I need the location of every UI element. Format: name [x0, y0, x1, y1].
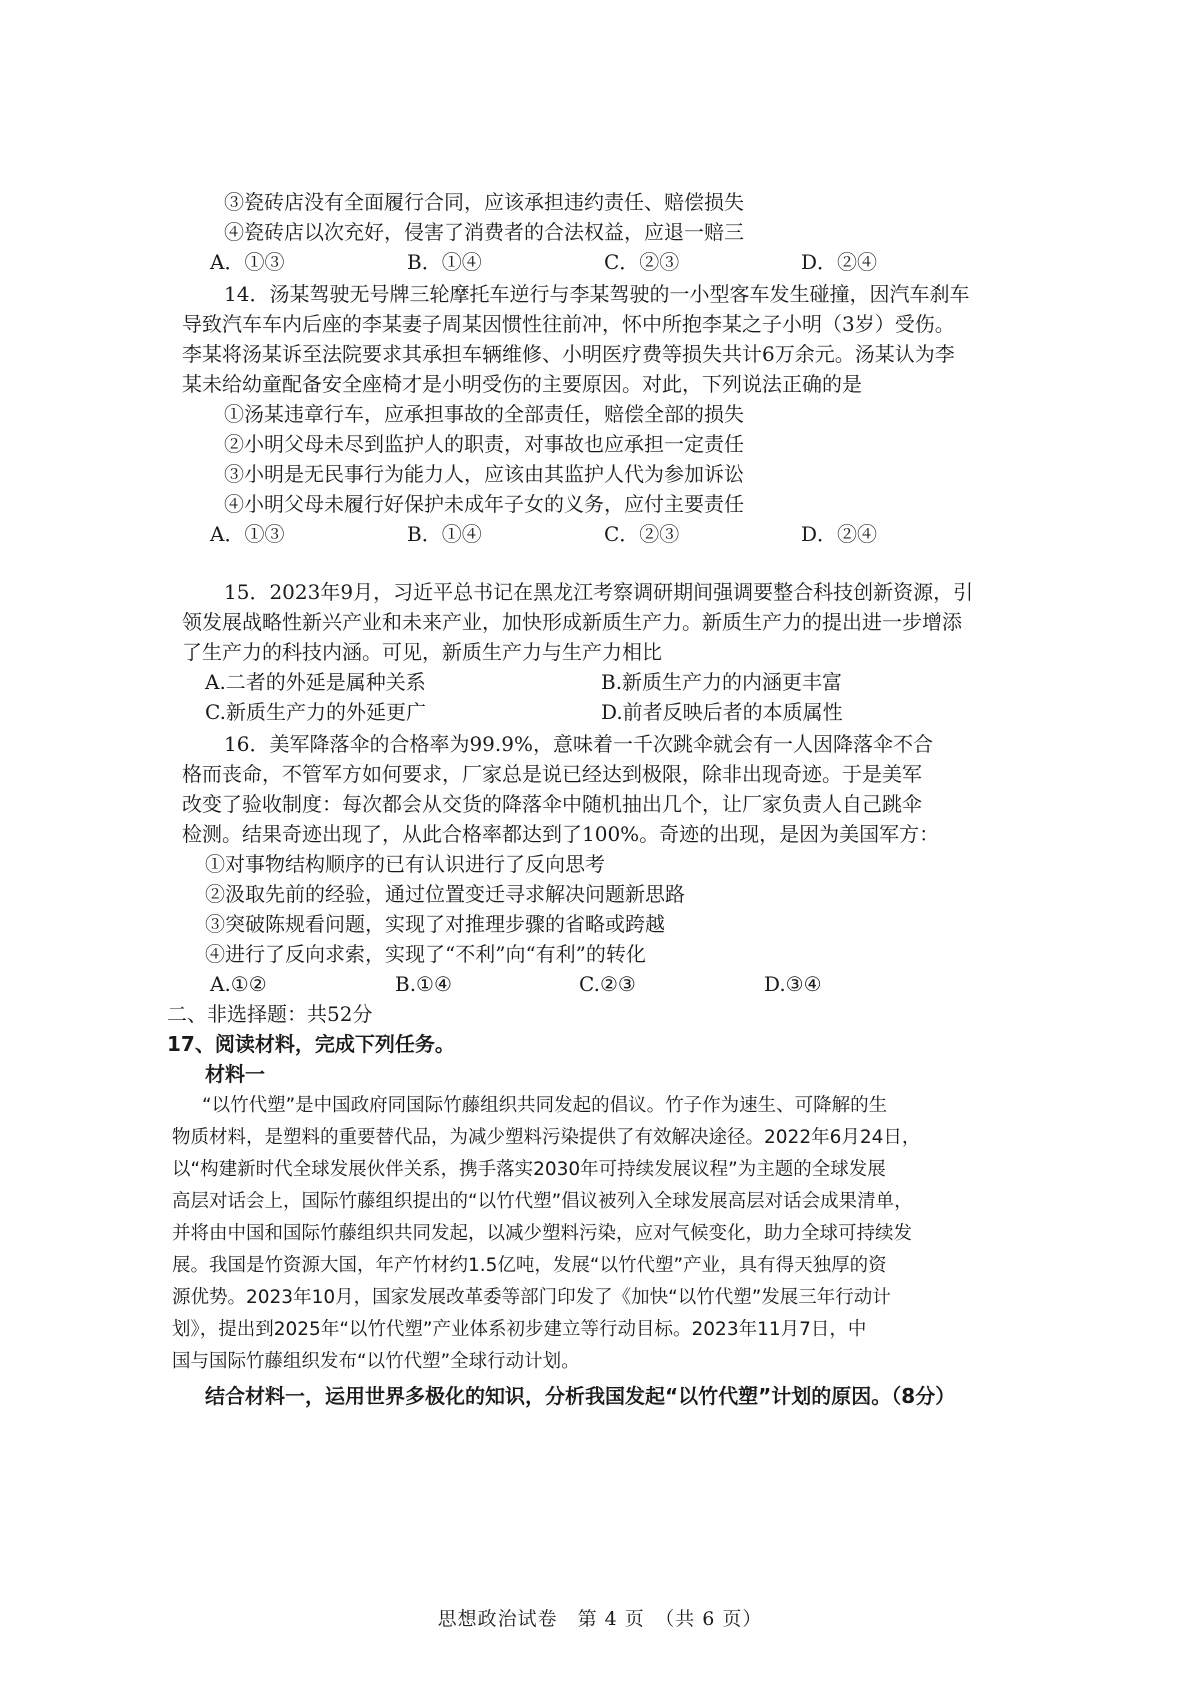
q15-option-a: A.二者的外延是属种关系: [205, 670, 426, 694]
material-line: 国与国际竹藤组织发布“以竹代塑”全球行动计划。: [172, 1351, 580, 1372]
q14-statement: ②小明父母未尽到监护人的职责，对事故也应承担一定责任: [224, 432, 744, 456]
q15-stem-line: 了生产力的科技内涵。可见，新质生产力与生产力相比: [182, 640, 662, 664]
q16-statement: ④进行了反向求索，实现了“不利”向“有利”的转化: [205, 942, 646, 966]
q16-option-a: A.①②: [210, 972, 267, 996]
material-line: 展。我国是竹资源大国，年产竹材约1.5亿吨，发展“以竹代塑”产业，具有得天独厚的资: [172, 1255, 887, 1276]
material-line: 物质材料，是塑料的重要替代品，为减少塑料污染提供了有效解决途径。2022年6月24日，: [172, 1127, 921, 1148]
q13-option-b: B．①④: [407, 250, 482, 274]
material-line: 高层对话会上，国际竹藤组织提出的“以竹代塑”倡议被列入全球发展高层对话会成果清单，: [172, 1191, 913, 1212]
q14-option-b: B．①④: [407, 522, 482, 546]
section-heading: 二、非选择题：共52分: [167, 1002, 373, 1026]
q14-option-d: D．②④: [801, 522, 878, 546]
q16-option-b: B.①④: [395, 972, 452, 996]
q14-option-a: A．①③: [210, 522, 285, 546]
material-line: 源优势。2023年10月，国家发展改革委等部门印发了《加快“以竹代塑”发展三年行动计: [172, 1287, 891, 1308]
q14-statement: ①汤某违章行车，应承担事故的全部责任，赔偿全部的损失: [224, 402, 744, 426]
q15-stem-line: 15．2023年9月，习近平总书记在黑龙江考察调研期间强调要整合科技创新资源，引: [224, 580, 974, 604]
q16-option-d: D.③④: [764, 972, 822, 996]
q15-option-c: C.新质生产力的外延更广: [205, 700, 426, 724]
q14-stem-line: 导致汽车车内后座的李某妻子周某因惯性往前冲，怀中所抱李某之子小明（3岁）受伤。: [182, 312, 955, 336]
q13-statement-3: ③瓷砖店没有全面履行合同，应该承担违约责任、赔偿损失: [224, 190, 744, 214]
q14-statement: ④小明父母未履行好保护未成年子女的义务，应付主要责任: [224, 492, 744, 516]
q16-option-c: C.②③: [579, 972, 636, 996]
q15-stem-line: 领发展战略性新兴产业和未来产业，加快形成新质生产力。新质生产力的提出进一步增添: [182, 610, 962, 634]
q15-option-b: B.新质生产力的内涵更丰富: [601, 670, 843, 694]
q16-statement: ③突破陈规看问题，实现了对推理步骤的省略或跨越: [205, 912, 665, 936]
q15-option-d: D.前者反映后者的本质属性: [601, 700, 843, 724]
q13-option-d: D．②④: [801, 250, 878, 274]
material-label: 材料一: [205, 1062, 265, 1086]
q13-option-c: C．②③: [604, 250, 680, 274]
q16-stem-line: 改变了验收制度：每次都会从交货的降落伞中随机抽出几个，让厂家负责人自己跳伞: [182, 792, 922, 816]
q14-statement: ③小明是无民事行为能力人，应该由其监护人代为参加诉讼: [224, 462, 744, 486]
material-line: “以竹代塑”是中国政府同国际竹藤组织共同发起的倡议。竹子作为速生、可降解的生: [202, 1095, 888, 1116]
q16-stem-line: 16．美军降落伞的合格率为99.9%，意味着一千次跳伞就会有一人因降落伞不合: [224, 732, 933, 756]
page-footer: 思想政治试卷 第 4 页 （共 6 页）: [437, 1608, 763, 1630]
q17-task: 结合材料一，运用世界多极化的知识，分析我国发起“以竹代塑”计划的原因。（8分）: [205, 1384, 956, 1408]
q13-option-a: A．①③: [210, 250, 285, 274]
q14-stem-line: 某未给幼童配备安全座椅才是小明受伤的主要原因。对此，下列说法正确的是: [182, 372, 862, 396]
q16-statement: ①对事物结构顺序的已有认识进行了反向思考: [205, 852, 605, 876]
q16-statement: ②汲取先前的经验，通过位置变迁寻求解决问题新思路: [205, 882, 685, 906]
q14-option-c: C．②③: [604, 522, 680, 546]
q14-stem-line: 14．汤某驾驶无号牌三轮摩托车逆行与李某驾驶的一小型客车发生碰撞，因汽车刹车: [224, 282, 970, 306]
q16-stem-line: 格而丧命，不管军方如何要求，厂家总是说已经达到极限，除非出现奇迹。于是美军: [182, 762, 922, 786]
material-line: 划》，提出到2025年“以竹代塑”产业体系初步建立等行动目标。2023年11月7日，中: [172, 1319, 867, 1340]
q16-stem-line: 检测。结果奇迹出现了，从此合格率都达到了100%。奇迹的出现，是因为美国军方：: [182, 822, 940, 846]
material-line: 并将由中国和国际竹藤组织共同发起，以减少塑料污染，应对气候变化，助力全球可持续发: [172, 1223, 913, 1244]
q17-title: 17、阅读材料，完成下列任务。: [167, 1032, 455, 1056]
material-line: 以“构建新时代全球发展伙伴关系，携手落实2030年可持续发展议程”为主题的全球发展: [172, 1159, 886, 1180]
q13-statement-4: ④瓷砖店以次充好，侵害了消费者的合法权益，应退一赔三: [224, 220, 744, 244]
q14-stem-line: 李某将汤某诉至法院要求其承担车辆维修、小明医疗费等损失共计6万余元。汤某认为李: [182, 342, 955, 366]
